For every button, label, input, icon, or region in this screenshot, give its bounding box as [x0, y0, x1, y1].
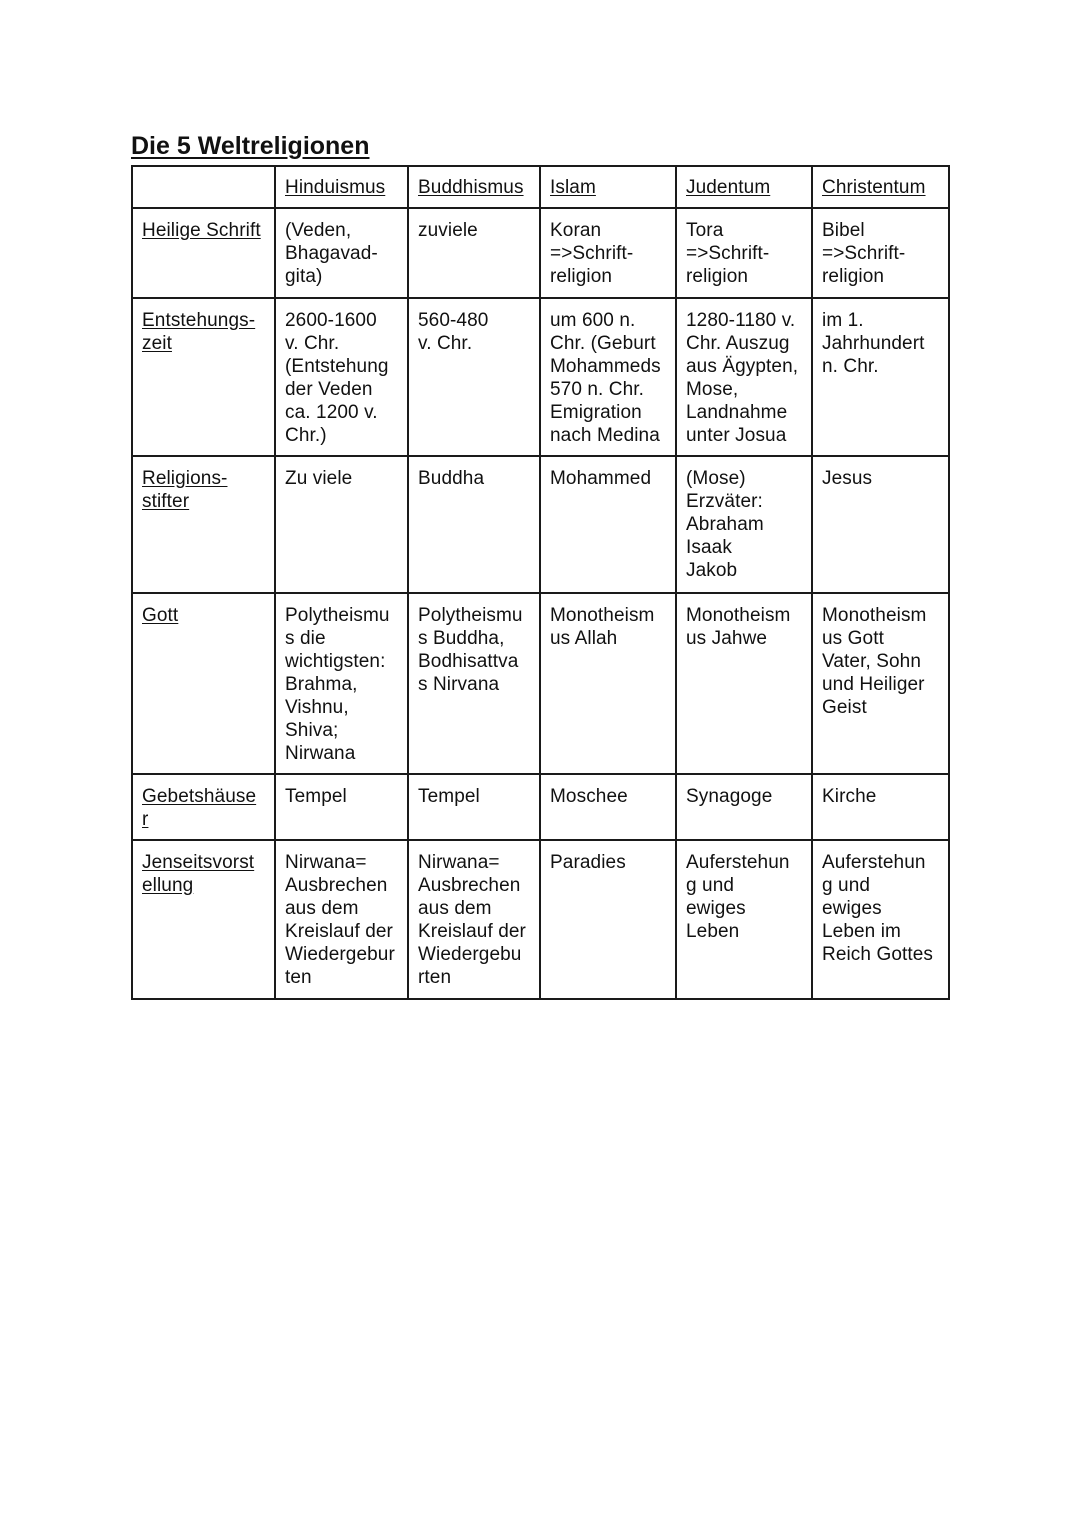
table-cell: (Veden, Bhagavad- gita)	[275, 208, 408, 298]
table-cell: Nirwana= Ausbrechen aus dem Kreislauf der Wiedergebu rten	[408, 840, 540, 999]
table-cell: Zu viele	[275, 456, 408, 593]
table-cell: Polytheismu s die wichtigsten: Brahma, Vishnu, Shiva; Nirwana	[275, 593, 408, 774]
table-cell: Moschee	[540, 774, 676, 840]
table-cell: Auferstehun g und ewiges Leben	[676, 840, 812, 999]
page-title: Die 5 Weltreligionen	[131, 132, 370, 160]
table-row	[132, 593, 949, 774]
header-cell-buddhismus: Buddhismus	[408, 166, 540, 208]
table-cell: Monotheism us Jahwe	[676, 593, 812, 774]
table-row	[132, 774, 949, 840]
header-cell-christentum: Christentum	[812, 166, 949, 208]
table-cell: Tempel	[275, 774, 408, 840]
header-cell-empty	[132, 166, 275, 208]
table-cell: Paradies	[540, 840, 676, 999]
row-label: Gott	[132, 593, 275, 774]
table-cell: 1280-1180 v. Chr. Auszug aus Ägypten, Mose, Landnahme unter Josua	[676, 298, 812, 456]
row-label: Gebetshäuse r	[132, 774, 275, 840]
table-cell: Tora =>Schrift- religion	[676, 208, 812, 298]
table-cell: Bibel =>Schrift- religion	[812, 208, 949, 298]
header-cell-judentum: Judentum	[676, 166, 812, 208]
table-cell: Jesus	[812, 456, 949, 593]
table-row	[132, 456, 949, 593]
table-cell: Tempel	[408, 774, 540, 840]
table-row	[132, 208, 949, 298]
table-row	[132, 298, 949, 456]
row-label: Entstehungs- zeit	[132, 298, 275, 456]
header-cell-islam: Islam	[540, 166, 676, 208]
table-cell: Kirche	[812, 774, 949, 840]
table-cell: um 600 n. Chr. (Geburt Mohammeds 570 n. Chr. Emigration nach Medina	[540, 298, 676, 456]
header-cell-hinduismus: Hinduismus	[275, 166, 408, 208]
table-cell: Polytheismu s Buddha, Bodhisattva s Nirvana	[408, 593, 540, 774]
table-cell: 560-480 v. Chr.	[408, 298, 540, 456]
table-cell: Nirwana= Ausbrechen aus dem Kreislauf der Wiedergebur ten	[275, 840, 408, 999]
table-cell: Synagoge	[676, 774, 812, 840]
table-cell: im 1. Jahrhundert n. Chr.	[812, 298, 949, 456]
table-cell: 2600-1600 v. Chr. (Entstehung der Veden ca. 1200 v. Chr.)	[275, 298, 408, 456]
table-cell: Buddha	[408, 456, 540, 593]
table-row	[132, 840, 949, 999]
row-label: Heilige Schrift	[132, 208, 275, 298]
table-cell: Monotheism us Gott Vater, Sohn und Heiliger Geist	[812, 593, 949, 774]
table-cell: Mohammed	[540, 456, 676, 593]
row-label: Religions- stifter	[132, 456, 275, 593]
table-cell: Auferstehun g und ewiges Leben im Reich Gottes	[812, 840, 949, 999]
table-header-row	[132, 166, 949, 208]
table-cell: Koran =>Schrift- religion	[540, 208, 676, 298]
row-label: Jenseitsvorst ellung	[132, 840, 275, 999]
table-cell: Monotheism us Allah	[540, 593, 676, 774]
table-cell: zuviele	[408, 208, 540, 298]
table-cell: (Mose) Erzväter: Abraham Isaak Jakob	[676, 456, 812, 593]
religions-table	[131, 165, 950, 1000]
